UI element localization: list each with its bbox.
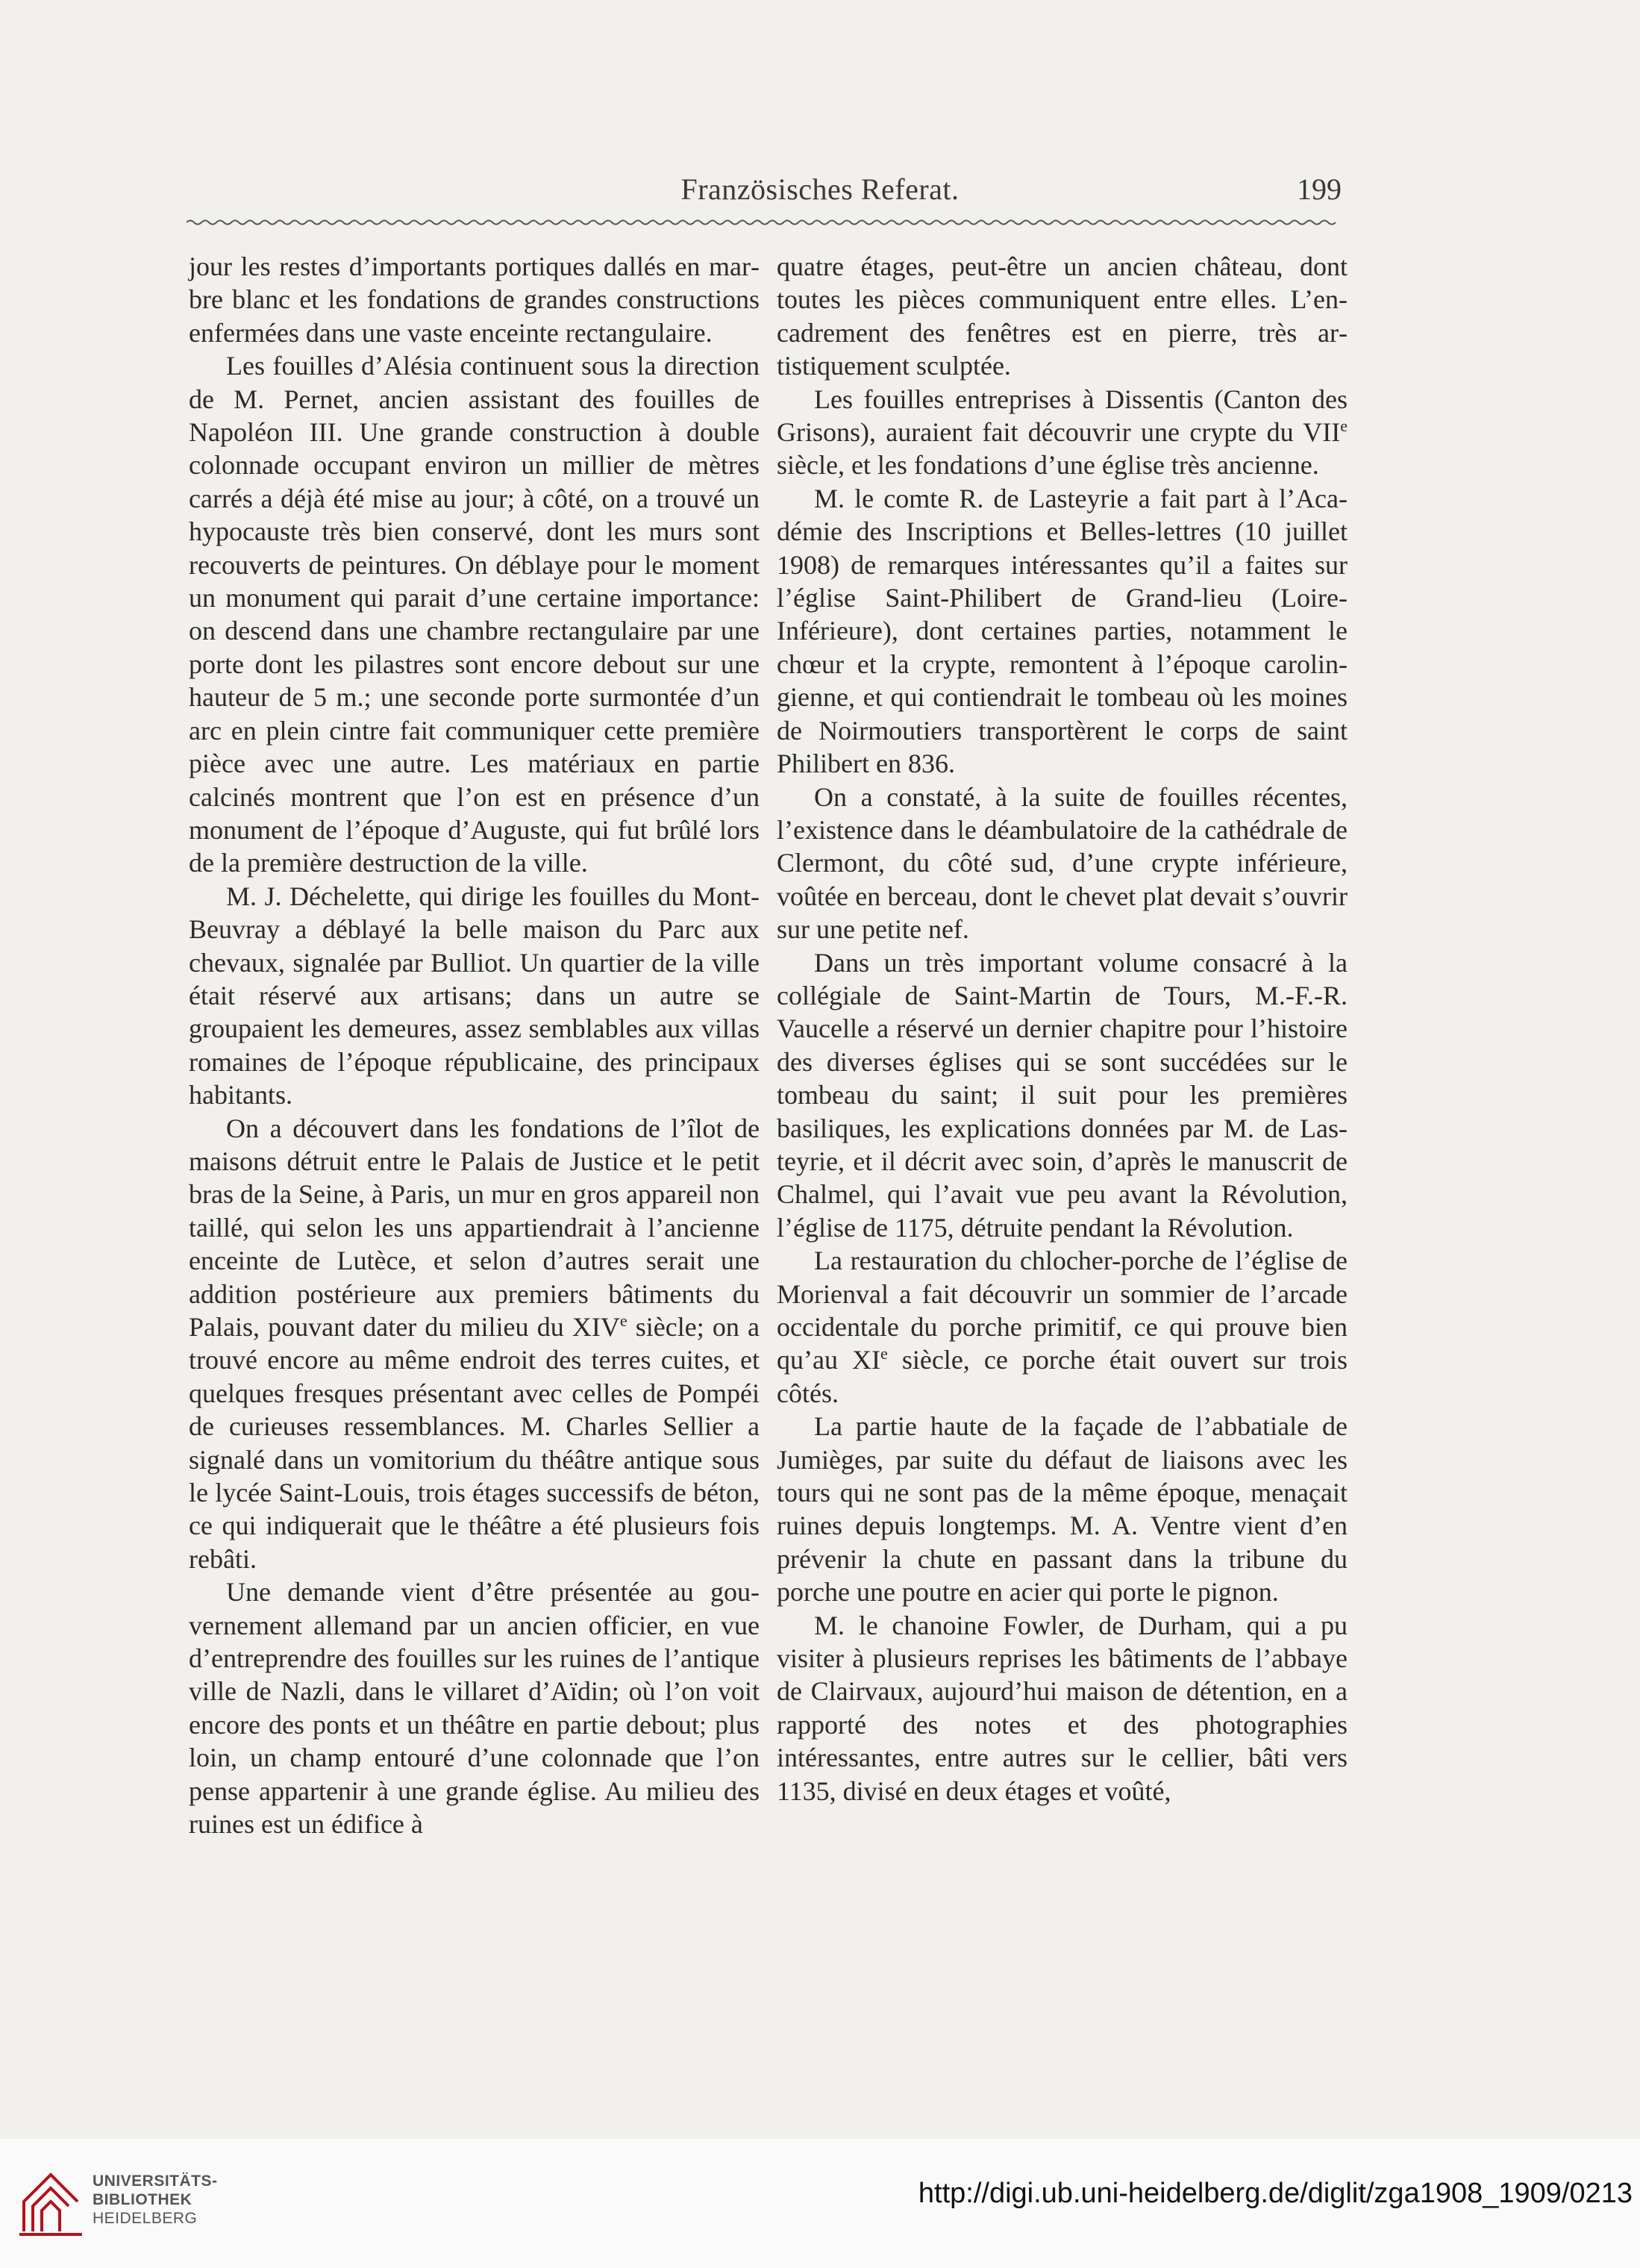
decorative-wavy-rule	[187, 218, 1336, 227]
paragraph: On a constaté, à la suite de fouilles récentes, l’existence dans le déambulatoire de la cathédrale de Clermont, du côté sud, d’une crypte inférieure, voûtée en berceau, dont le chevet plat devait s’ouvrir sur une petite nef.	[777, 781, 1348, 945]
page-number: 199	[1297, 172, 1342, 206]
paragraph: Une demande vient d’être présentée au gouvernement allemand par un ancien officier, en vue d’entreprendre des fouilles sur les ruines de l’antique ville de Nazli, dans le villaret d’Aïdin; où l’on voit encore des ponts et un théâtre en partie debout; plus loin, un champ entouré d’une colonnade que l’on pense appartenir à une grande église. Au milieu des ruines est un édifice à	[189, 1577, 760, 1840]
footer-bar	[0, 2139, 1640, 2268]
running-title: Französisches Referat.	[680, 172, 960, 206]
paragraph: M. le comte R. de Lasteyrie a fait part à l’Académie des Inscriptions et Belles-lettres (10 juillet 1908) de remarques intéressantes qu’il a faites sur l’église Saint-Philibert de Grand-lieu (Loire-Inférieure), dont certaines parties, notamment le chœur et la crypte, remontent à l’époque carolingienne, et qui contiendrait le tombeau où les moines de Noirmoutiers transportèrent le corps de saint Philibert en 836.	[777, 483, 1348, 779]
paragraph: Dans un très important volume consacré à la collégiale de Saint-Martin de Tours, M.-F.-R. Vaucelle a réservé un dernier chapitre pour l’histoire des diverses églises qui se sont succédées sur le tombeau du saint; il suit pour les premières basiliques, les explications données par M. de Lasteyrie, et il décrit avec soin, d’après le manuscrit de Chalmel, qui l’avait vue peu avant la Révolution, l’église de 1175, détruite pendant la Révolution.	[777, 947, 1348, 1243]
paragraph: quatre étages, peut-être un ancien château, dont toutes les pièces communiquent entre elles. L’encadrement des fenêtres est en pierre, très artistiquement sculptée.	[777, 252, 1348, 381]
paragraph: jour les restes d’importants portiques dallés en marbre blanc et les fondations de grandes constructions enfermées dans une vaste enceinte rectangulaire.	[189, 252, 760, 348]
paragraph: La restauration du chlocher-porche de l’église de Morienval a fait découvrir un sommier de l’arcade occidentale du porche primitif, ce qui prouve bien qu’au XIe siècle, ce porche était ouvert sur trois côtés.	[777, 1246, 1348, 1408]
paragraph: On a découvert dans les fondations de l’îlot de maisons détruit entre le Palais de Justice et le petit bras de la Seine, à Paris, un mur en gros appareil non taillé, qui selon les uns appartiendrait à l’ancienne enceinte de Lutèce, et selon d’autres serait une addition postérieure aux premiers bâtiments du Palais, pouvant dater du milieu du XIVe siècle; on a trouvé encore au même endroit des terres cuites, et quelques fresques présentant avec celles de Pompéi de curieuses ressemblances. M. Charles Sellier a signalé dans un vomitorium du théâtre antique sous le lycée Saint-Louis, trois étages successifs de béton, ce qui indiquerait que le théâtre a été plusieurs fois rebâti.	[189, 1113, 760, 1574]
text-column-left	[189, 250, 760, 1841]
paragraph: M. le chanoine Fowler, de Durham, qui a pu visiter à plusieurs reprises les bâtiments de l’abbaye de Clairvaux, aujourd’hui maison de détention, en a rapporté des notes et des photographies intéressantes, entre autres sur le cellier, bâti vers 1135, divisé en deux étages et voûté,	[777, 1610, 1348, 1806]
library-logo-text: UNIVERSITÄTS- BIBLIOTHEK HEIDELBERG	[93, 2172, 218, 2227]
paragraph: Les fouilles entreprises à Dissentis (Canton des Grisons), auraient fait découvrir une crypte du VIIe siècle, et les fondations d’une église très ancienne.	[777, 384, 1348, 481]
paragraph: La partie haute de la façade de l’abbatiale de Jumièges, par suite du défaut de liaisons avec les tours qui ne sont pas de la même époque, menaçait ruines depuis longtemps. M. A. Ventre vient d’en prévenir la chute en passant dans la tribune du porche une poutre en acier qui porte le pignon.	[777, 1411, 1348, 1608]
paragraph: M. J. Déchelette, qui dirige les fouilles du Mont-Beuvray a déblayé la belle maison du Parc aux chevaux, signalée par Bulliot. Un quartier de la ville était réservé aux artisans; dans un autre se groupaient les demeures, assez semblables aux villas romaines de l’époque républicaine, des principaux habitants.	[189, 881, 760, 1110]
text-column-right	[777, 250, 1348, 1808]
source-url-link[interactable]: http://digi.ub.uni-heidelberg.de/diglit/zga1908_1909/0213	[918, 2178, 1633, 2209]
library-logo-icon	[15, 2166, 87, 2237]
paragraph: Les fouilles d’Alésia continuent sous la direction de M. Pernet, ancien assistant des fouilles de Napoléon III. Une grande construction à double colonnade occupant environ un millier de mètres carrés a déjà été mise au jour; à côté, on a trouvé un hypocauste très bien conservé, dont les murs sont recouverts de peintures. On déblaye pour le moment un monument qui parait d’une certaine importance: on descend dans une chambre rectangulaire par une porte dont les pilastres sont encore debout sur une hauteur de 5 m.; une seconde porte surmontée d’un arc en plein cintre fait communiquer cette première pièce avec une autre. Les matériaux en partie calcinés montrent que l’on est en présence d’un monument de l’époque d’Auguste, qui fut brûlé lors de la première destruction de la ville.	[189, 351, 760, 878]
